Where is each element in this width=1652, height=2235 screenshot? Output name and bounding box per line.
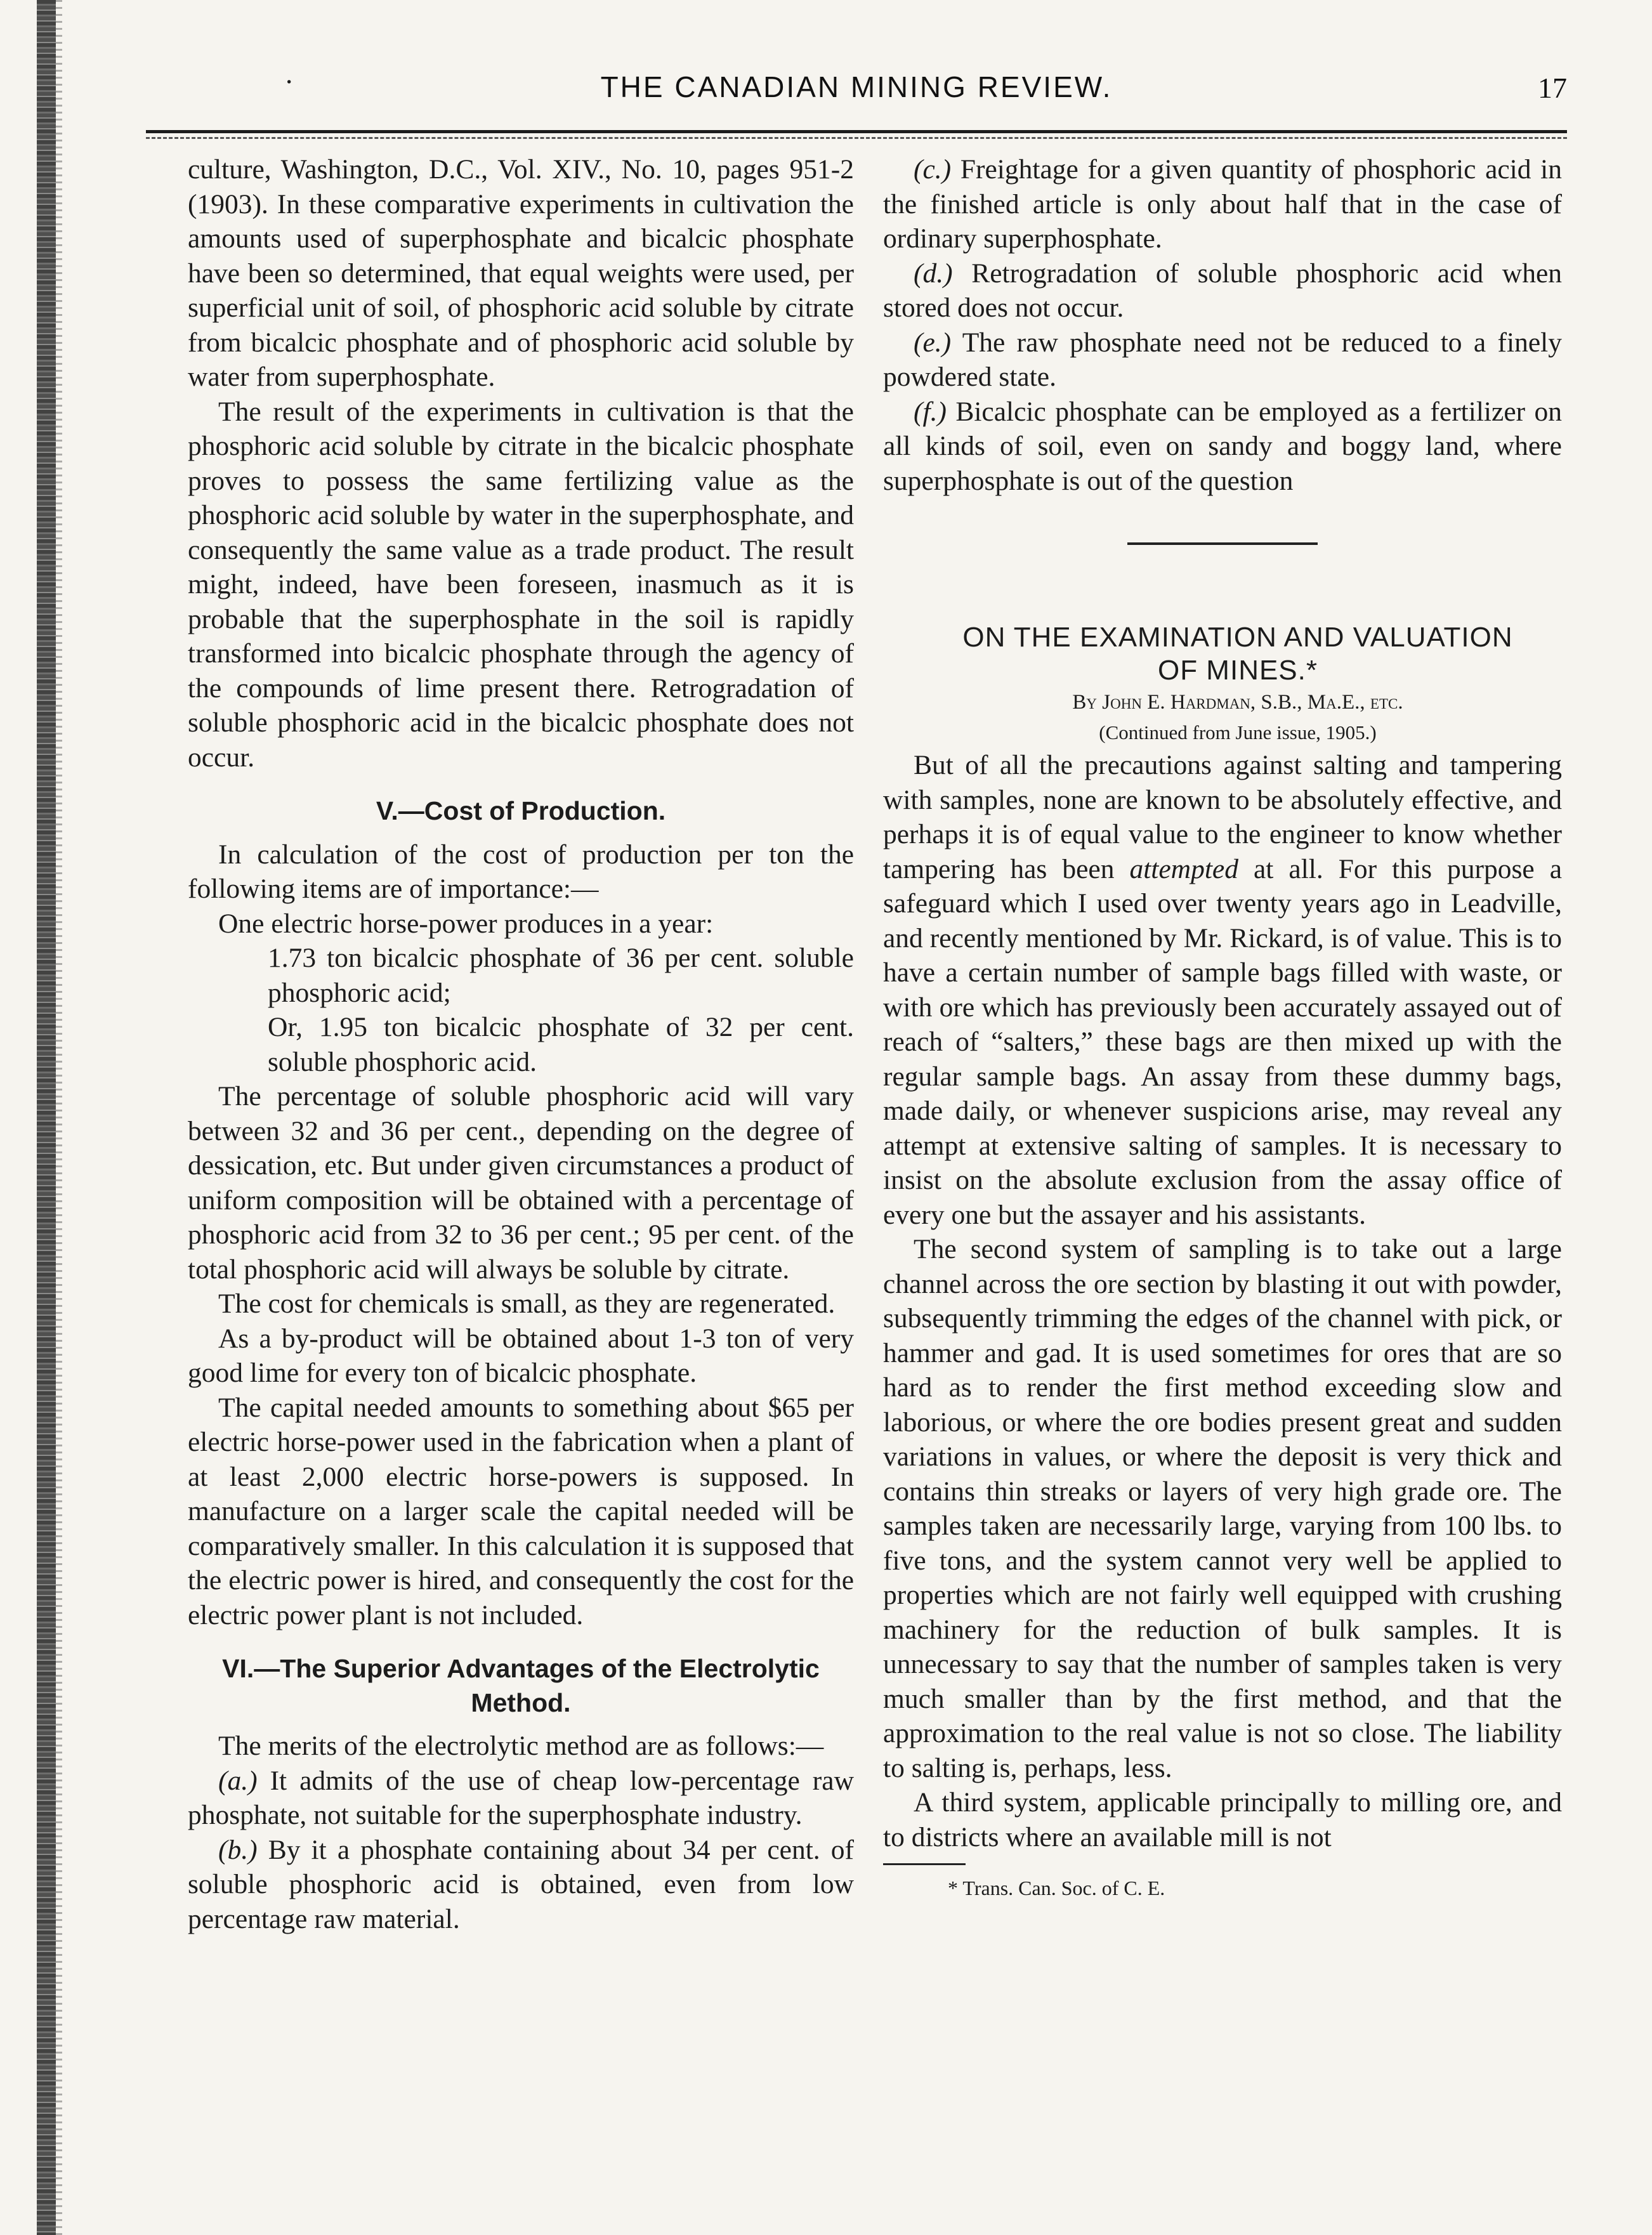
journal-title: THE CANADIAN MINING REVIEW. bbox=[600, 70, 1113, 103]
item-label: (d.) bbox=[914, 258, 953, 289]
list-item-c bbox=[883, 152, 1562, 256]
paragraph: The percentage of soluble phosphoric acid will vary between 32 and 36 per cent., depending on the degree of dessication, etc. But under given circumstances a product of uniform composition will be obtained with a percentage of phosphoric acid from 32 to 36 per cent.; 95 per cent. of the total phosphoric acid will always be soluble by citrate. bbox=[188, 1081, 854, 1285]
list-item-b bbox=[188, 1833, 854, 1937]
right-column bbox=[883, 152, 1562, 1901]
emphasis: attempted bbox=[1129, 853, 1238, 884]
article-title-line2: OF MINES.* bbox=[1157, 655, 1318, 686]
header-mark: · bbox=[284, 65, 294, 98]
page-header bbox=[146, 65, 1567, 114]
left-column bbox=[188, 152, 854, 1936]
paragraph: In calculation of the cost of production per ton the following items are of importance:— bbox=[188, 839, 854, 904]
paragraph: As a by-product will be obtained about 1-3 ton of very good lime for every ton of bicalcic phosphate. bbox=[188, 1323, 854, 1388]
paragraph: The capital needed amounts to something about $65 per electric horse-power used in the fabrication when a plant of at least 2,000 electric horse-powers is supposed. In manufacture on a larger scale the capital needed will be comparatively smaller. In this calculation it is supposed that the electric power is hired, and consequently the cost for the electric power plant is not included. bbox=[188, 1392, 854, 1630]
footnote: * Trans. Can. Soc. of C. E. bbox=[948, 1877, 1165, 1899]
article-separator bbox=[1127, 542, 1318, 545]
page-binding-shadow bbox=[56, 0, 62, 2235]
paragraph: But of all the precautions against salting and tampering with samples, none are known to be absolutely effective, and perhaps it is of equal value to the engineer to know whether tampering has been attempted at all. For this purpose a safeguard which I used over twenty years ago in Leadville, and recently mentioned by Mr. Rickard, is of value. This is to have a certain number of sample bags filled with waste, or with ore which has previously been accurately assayed out of reach of “salters,” these bags are then mixed up with the regular sample bags. An assay from these dummy bags, made daily, or whenever suspicions arise, may reveal any attempt at extensive salting of samples. It is necessary to insist on the absolute exclusion from the assay office of every one but the assayer and his assistants. bbox=[883, 750, 1563, 1230]
paragraph: The second system of sampling is to take out a large channel across the ore section by blasting it out with powder, subsequently trimming the edges of the channel with pick, or hammer and gad. It is used sometimes for ores that are so hard as to render the first method exceeding slow and laborious, or where the ore bodies present great and sudden variations in values, or where the deposit is very thick and contains thin streaks or layers of very high grade ore. The samples taken are necessarily large, varying from 100 lbs. to five tons, and the system cannot very well be applied to properties which are not fairly well equipped with crushing machinery for the reduction of bulk samples. It is unnecessary to say that the number of samples taken is very much smaller than by the first method, and that the approximation to the real value is not so close. The liability to salting is, perhaps, less. bbox=[883, 1234, 1562, 1783]
item-label: (e.) bbox=[914, 327, 952, 358]
article-title-line1: ON THE EXAMINATION AND VALUATION bbox=[962, 622, 1513, 653]
list-item-d bbox=[883, 256, 1562, 325]
continued-note: (Continued from June issue, 1905.) bbox=[1099, 721, 1377, 744]
paragraph: The cost for chemicals is small, as they are regenerated. bbox=[218, 1288, 836, 1319]
item-label: (b.) bbox=[218, 1834, 258, 1865]
paragraph: The merits of the electrolytic method are as follows:— bbox=[218, 1731, 824, 1761]
item-text: The raw phosphate need not be reduced to a finely powdered state. bbox=[883, 327, 1562, 392]
footnote-rule bbox=[883, 1863, 966, 1865]
header-rule bbox=[146, 130, 1567, 133]
item-label: (a.) bbox=[218, 1765, 258, 1796]
item-label: (f.) bbox=[914, 396, 947, 427]
item-text: Freightage for a given quantity of phosphoric acid in the finished article is only about half that in the case of ordinary superphosphate. bbox=[883, 154, 1562, 254]
item-text: By it a phosphate containing about 34 per cent. of soluble phosphoric acid is obtained, even from low percentage raw material. bbox=[188, 1834, 854, 1934]
list-item: 1.73 ton bicalcic phosphate of 36 per cent. soluble phosphoric acid; bbox=[268, 943, 854, 1008]
item-text: It admits of the use of cheap low-percentage raw phosphate, not suitable for the superphosphate industry. bbox=[188, 1765, 855, 1830]
section-heading-advantages: VI.—The Superior Advantages of the Electrolytic Method. bbox=[222, 1654, 820, 1717]
list-item-e bbox=[883, 325, 1562, 395]
item-label: (c.) bbox=[914, 154, 952, 185]
list-item: Or, 1.95 ton bicalcic phosphate of 32 per cent. soluble phosphoric acid. bbox=[268, 1012, 854, 1077]
paragraph: One electric horse-power produces in a year: bbox=[218, 908, 714, 939]
page-binding-edge bbox=[37, 0, 56, 2235]
header-rule-secondary bbox=[146, 137, 1567, 139]
paragraph: A third system, applicable principally to milling ore, and to districts where an available mill is not bbox=[883, 1787, 1562, 1852]
list-item-f bbox=[883, 395, 1562, 499]
item-text: Retrogradation of soluble phosphoric acid when stored does not occur. bbox=[883, 258, 1563, 323]
section-heading-cost: V.—Cost of Production. bbox=[376, 796, 666, 825]
item-text: Bicalcic phosphate can be employed as a fertilizer on all kinds of soil, even on sandy and boggy land, where superphosphate is out of the question bbox=[883, 396, 1563, 496]
paragraph: The result of the experiments in cultivation is that the phosphoric acid soluble by citrate in the bicalcic phosphate proves to possess the same fertilizing value as the phosphoric acid soluble by water in the superphosphate, and consequently the same value as a trade product. The result might, indeed, have been foreseen, inasmuch as it is probable that the superphosphate in the soil is rapidly transformed into bicalcic phosphate through the agency of the compounds of lime present there. Retrogradation of soluble phosphoric acid in the bicalcic phosphate does not occur. bbox=[188, 396, 854, 773]
byline: By John E. Hardman, S.B., Ma.E., etc. bbox=[1072, 691, 1403, 714]
paragraph: culture, Washington, D.C., Vol. XIV., No. 10, pages 951-2 (1903). In these comparative experiments in cultivation the amounts used of superphosphate and bicalcic phosphate have been so determined, that equal weights were used, per superficial unit of soil, of phosphoric acid soluble by citrate from bicalcic phosphate and of phosphoric acid soluble by water from superphosphate. bbox=[188, 154, 854, 392]
list-item-a bbox=[188, 1764, 854, 1833]
page-number: 17 bbox=[1538, 72, 1567, 104]
